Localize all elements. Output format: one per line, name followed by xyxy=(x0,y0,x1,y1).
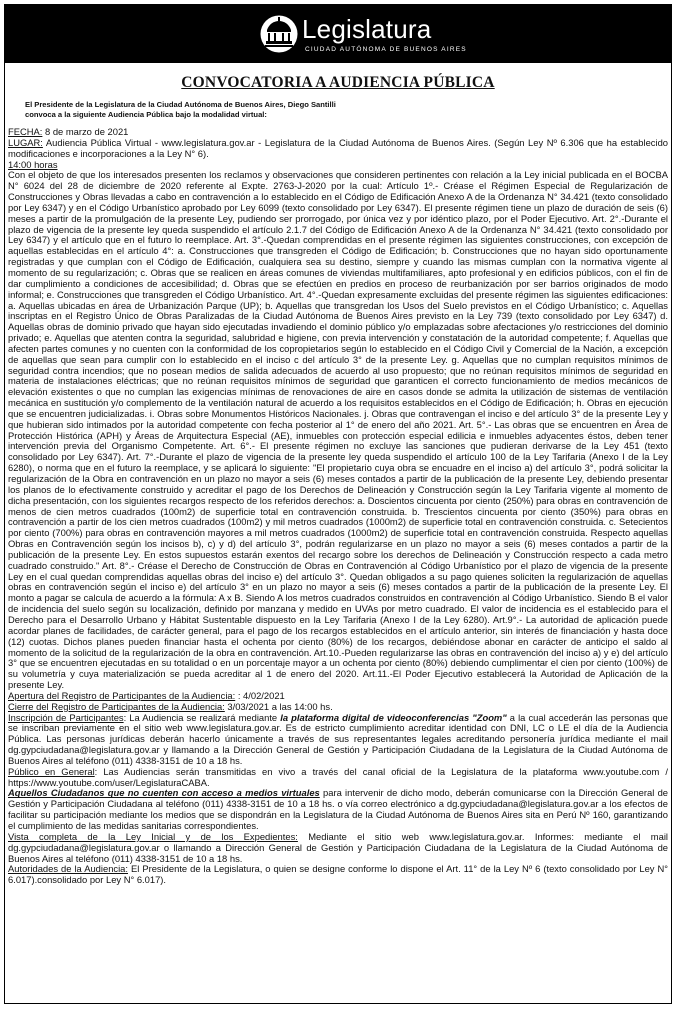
fecha-value: 8 de marzo de 2021 xyxy=(42,126,129,137)
logo-subtitle: CIUDAD AUTÓNOMA DE BUENOS AIRES xyxy=(305,46,467,53)
page-title: CONVOCATORIA A AUDIENCIA PÚBLICA xyxy=(181,74,495,91)
inscripcion-post: a la cual accederán las personas que se inscriban previamente en el sitio web www.legislatura.gov.ar. Es de estricto cumplimiento acreditar identidad con DNI, LC o LE el día de la Audiencia Pública. Las personas jurídicas deberán hacerlo únicamente a través de sus representantes legales acreditando personería jurídica mediante el mail dg.gypciudadana@legislatura.gov.ar y llamando a la Dirección General de Gestión y Participación Ciudadana de la Legislatura de la Ciudad Autónoma de Buenos Aires al teléfono (011) 4338-3151 de 10 a 18 hs. xyxy=(8,711,668,766)
sin-acceso-row xyxy=(8,788,668,831)
lugar-label: LUGAR: xyxy=(8,136,43,148)
vista-label: Vista completa de la Ley Inicial y de los Expedientes: xyxy=(8,830,298,842)
autoridades-label: Autoridades de la Audiencia: xyxy=(8,863,128,875)
objeto-paragraph: Con el objeto de que los interesados presenten los reclamos y observaciones que consideren pertinentes con relación a la Ley inicial publicada en el BOCBA N° 6024 del 28 de diciembre de 2020 referente al Expte. 2763-J-2020 por la cual: Artículo 1º.- Créase el Régimen Especial de Regularización de Construcciones y Obras llevadas a cabo en contravención a lo establecido en el Código de Edificación Anexo A de la Ordenanza N° 34.421 (texto consolidado por Ley 6347) y en el Código Urbanístico aprobado por Ley 6099 (texto consolidado por Ley 6347). El presente régimen tiene un plazo de duración de seis (6) meses a partir de la promulgación de la presente Ley, pudiendo ser prorrogado, por única vez y por idéntico plazo, por el Poder Ejecutivo. Art. 2°.-Durante el plazo de vigencia de la presente ley queda suspendido el artículo 2.1.7 del Código de Edificación Anexo A de la Ordenanza N° 34.421 (texto consolidado por Ley 6347) y el artículo que en el futuro lo reemplace. Art. 3°.-Quedan comprendidas en el presente régimen las siguientes construcciones, con excepción de aquellas establecidas en el artículo 4°: a. Construcciones que transgreden el Código de Edificación; b. Construcciones que no hayan sido oportunamente registradas y que cumplan con el Código de Edificación, cualquiera sea su destino, siempre y cuando las mismas cumplan con la normativa vigente al momento de su regularización; c. Obras que se realicen en áreas comunes de viviendas multifamiliares, apto profesional y en edificios públicos, con el fin de dar cumplimiento a condiciones de accesibilidad; d. Obras que se efectúen en predios en proceso de reurbanización por ser barrios originados de modo informal; e. Construcciones que transgreden el Código Urbanístico. Art. 4°.-Quedan expresamente excluidas del presente régimen las siguientes edificaciones: a. Aquellas ubicadas en área de Urbanización Parque (UP); b. Aquellas que transgredan los Usos del Suelo previstos en el Código Urbanístico; c. Aquellas inscriptas en el Registro Único de Obras Paralizadas de la Ciudad Autónoma de Buenos Aires previsto en la Ley 739 (texto consolidado por Ley 6347) d. Aquellas obras de dominio privado que hayan sido ejecutadas invadiendo el dominio público y/o emplazadas sobre afectaciones y/o restricciones del dominio privado; e. Aquellas que atenten contra la seguridad, salubridad e higiene, con previa intervención y constatación de la autoridad competente; f. Aquellas que afecten partes comunes y no cuenten con la conformidad de los copropietarios según lo establecido en el Código Civil y Comercial de la Nación, a excepción de aquellas que sean para cumplir con lo establecido en el inciso c del artículo 3° de la presente Ley. g. Aquellas que no cumplan requisitos mínimos de seguridad contra incendios; que no posean medios de salida adecuados de acuerdo al uso propuesto; que no reúnan requisitos mínimos de seguridad en materia de instalaciones eléctricas; que no reúnan requisitos mínimos de seguridad que garanticen el correcto funcionamiento de medios mecánicos de elevación existentes o que no cumplan las exigencias mínimas de renovaciones de aire en casos donde se admita la utilización de sistemas de ventilación mecánica en sustitución y/o complemento de la ventilación natural de acuerdo a los requisitos establecidos en el Código de Edificación; h. Obras en ejecución que se encuentren judicializadas. i. Obras sobre Monumentos Históricos Nacionales. j. Obras que contravengan el inciso e del artículo 3° de la presente Ley y que hubieran sido intimados por la autoridad competente con fecha posterior al 1° de enero del año 2021. Art. 5°.- Las obras que se encuentren en Área de Protección Histórica (APH) y Áreas de Arquitectura Especial (AE), inmuebles con protección especial edilicia e inmuebles adyacentes éstos, deben tener intervención previa del Organismo Competente. Art. 6°.- El presente régimen no excluye las sanciones que pudieran derivarse de la Ley 451 (texto consolidado por Ley 6347). Art. 7°.-Durante el plazo de vigencia de la presente ley queda suspendido el artículo 100 de la Ley Tarifaria (Anexo I de la Ley 6280), o norma que en el futuro la reemplace, y se aplicará lo siguiente: "El propietario cuya obra se encuadre en el inciso a) del artículo 3°, podrá solicitar la regularización de la Obra en contravención en un plazo no mayor a seis (6) meses contados a partir de la publicación de la presente Ley, debiendo presentar los planos de lo efectivamente construido y acreditar el pago de los Derechos de Delineación y Construcción según la Ley Tarifaria vigente al momento de dicha presentación, con los siguientes recargos respecto de los referidos derechos: a. Doscientos cincuenta por ciento (250%) para obras en contravención de menos de cien metros cuadrados (100m2) de superficie total en contravención construida. b. Trescientos cincuenta por ciento (350%) para obras en contravención a partir de los cien metros cuadrados (100m2) y mil metros cuadrados (1000m2) de superficie total en contravención construida. c. Setecientos por ciento (700%) para obras en contravención mayores a mil metros cuadrados (1000m2) de superficie total en contravención construida. Respecto aquellas Obras en Contravención según los incisos b), c) y d) del artículo 3°, podrán regularizarse en un plazo no mayor a seis (6) meses contados a partir de la publicación de la presente Ley. En estos supuestos estarán exentos del recargo sobre los derechos de Delineación y Construcción respecto a cada metro cuadrado construido." Art. 8°.- Créase el Derecho de Construcción de Obras en Contravención al Código Urbanístico por el plazo de vigencia de la presente Ley en el cual quedan comprendidas aquellas obras del inciso e) del artículo 3°. Quedan obligados a su pago quienes soliciten la regularización de aquellas obras en contravención según el inciso e) del artículo 3° en un plazo no mayor a seis (6) meses contados a partir de la publicación de la presente Ley. El monto a pagar se calcula de acuerdo a la fórmula: A x B. Siendo A los metros cuadrados construidos en contravención al Código Urbanístico. Siendo B el valor de incidencia del suelo según su localización, definido por manzana y medido en UVAs por metro cuadrado. El valor de incidencia es el establecido para el Derecho para el Desarrollo Urbano y Hábitat Sustentable dispuesto en la Ley Tarifaria (Anexo I de la Ley 6280). Art.9°.- La autoridad de aplicación puede acordar planes de facilidades, de carácter general, para el pago de los recargos establecidos en el artículo anterior, sin interés de financiación y hasta doce (12) cuotas. Dichos planes pueden financiar hasta el ochenta por ciento (80%) de los recargos, debiéndose abonar en carácter de anticipo el saldo al momento de la solicitud de la regularización de la obra en contravención. Art.10.-Pueden regularizarse las obras en contravención del inciso a) y e) del artículo 3° que se encuentren ejecutadas en su totalidad o en un porcentaje mayor a un ochenta por ciento (80%) debiendo cumplimentar el cien por ciento (100%) de su volumetría y cuya materialización se pueda acreditar al 1 de enero del 2020. Art.11.-El Poder Ejecutivo establecerá la Autoridad de Aplicación de la presente Ley. xyxy=(8,169,668,691)
inscripcion-zoom: la plataforma digital de videoconferencias "Zoom" xyxy=(280,711,507,723)
notice-body xyxy=(8,127,668,886)
cierre-label: Cierre del Registro de Participantes de la Audiencia: xyxy=(8,700,225,712)
publico-row xyxy=(8,767,668,789)
sin-acceso-value: para intervenir de dicho modo, deberán comunicarse con la Dirección General de Gestión y Participación Ciudadana al teléfono (011) 4338-3151 de 10 a 18 hs. o vía correo electrónico a dg.gypciudadana@legislatura.gov.ar a los efectos de facilitar su participación mediante los medios que se dispondrán en la Legislatura de la Ciudad Autónoma de Buenos Aires sita en Perú Nº 160, garantizando el cumplimiento de las medidas sanitarias correspondientes. xyxy=(8,787,668,831)
inscripcion-row xyxy=(8,713,668,767)
sin-acceso-label: Aquellos Ciudadanos que no cuenten con acceso a medios virtuales xyxy=(8,787,320,799)
vista-row xyxy=(8,832,668,865)
header-bar xyxy=(5,5,671,63)
fecha-label: FECHA: xyxy=(8,126,43,137)
lugar-row xyxy=(8,138,668,160)
publico-label: Público en General xyxy=(8,765,95,777)
hora-label: 14:00 horas xyxy=(8,158,58,170)
logo-title: Legislatura xyxy=(302,14,432,44)
apertura-value: : 4/02/2021 xyxy=(235,689,285,701)
intro-text xyxy=(25,100,651,120)
autoridades-value: El Presidente de la Legislatura, o quien se designe conforme lo dispone el Art. 11° de la Ley Nº 6 (texto consolidado por Ley N° 6.017).consolidado por Ley N° 6.017). xyxy=(8,863,668,886)
lugar-value: Audiencia Pública Virtual - www.legislatura.gov.ar - Legislatura de la Ciudad Autónoma de Buenos Aires. (Según Ley Nº 6.306 que ha establecido modificaciones e incorporaciones a la Ley N° 6). xyxy=(8,136,668,159)
legislature-building-icon xyxy=(260,14,298,54)
intro-line-2: convoca a la siguiente Audiencia Pública bajo la modalidad virtual: xyxy=(25,109,267,119)
vista-value: Mediante el sitio web www.legislatura.gov.ar. Informes: mediante el mail dg.gypciudadana@legislatura.gov.ar o llamando a Dirección General de Gestión y Participación Ciudadana de la Legislatura de la Ciudad Autónoma de Buenos Aires al teléfono (011) 4338-3151 de 10 a 18 hs. xyxy=(8,830,668,864)
autoridades-row xyxy=(8,864,668,886)
notice-frame xyxy=(4,4,672,1004)
cierre-value: 3/03/2021 a las 14:00 hs. xyxy=(224,700,333,712)
publico-value: : Las Audiencias serán transmitidas en vivo a través del canal oficial de la Legislatura de la plataforma www.youtube.com / https://www.youtube.com/user/LegislaturaCABA. xyxy=(8,765,668,788)
inscripcion-label: Inscripción de Participantes xyxy=(8,711,124,723)
apertura-label: Apertura del Registro de Participantes de la Audiencia: xyxy=(8,689,236,701)
intro-line-1: El Presidente de la Legislatura de la Ciudad Autónoma de Buenos Aires, Diego Santilli xyxy=(25,100,336,109)
inscripcion-pre: : La Audiencia se realizará mediante xyxy=(123,711,281,723)
